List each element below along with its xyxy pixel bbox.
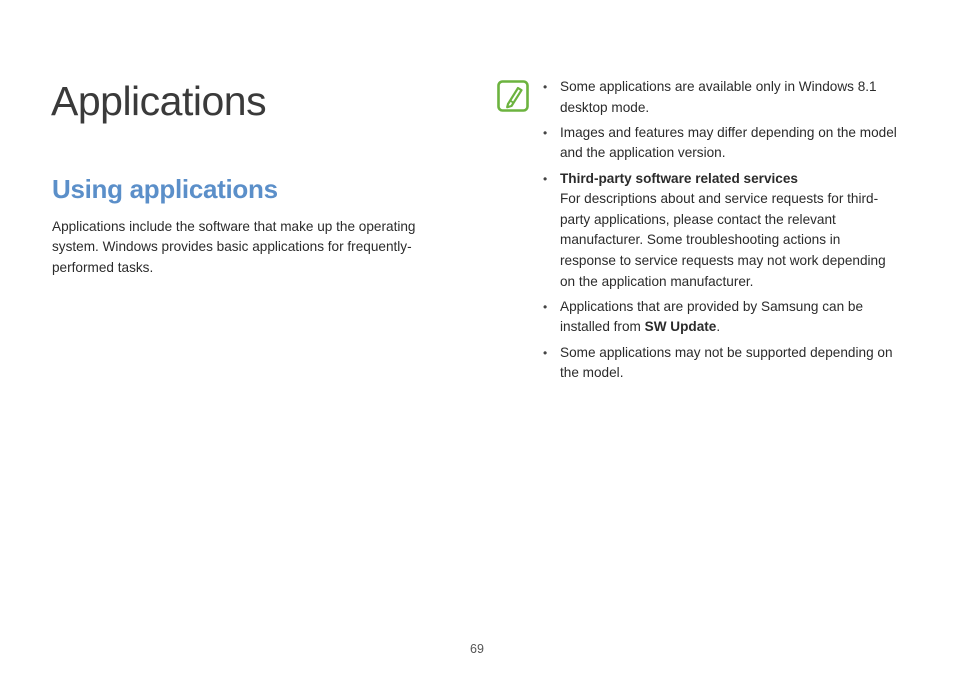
- note-text: Some applications may not be supported depending on the model.: [560, 344, 893, 381]
- bullet-icon: •: [543, 171, 548, 186]
- note-heading: Third-party software related services: [560, 170, 798, 186]
- note-text: Images and features may differ depending on the model and the application version.: [560, 124, 897, 161]
- bullet-icon: •: [543, 80, 548, 94]
- bullet-icon: •: [543, 125, 548, 140]
- note-item: [540, 297, 900, 338]
- bullet-icon: •: [543, 345, 548, 360]
- section-intro: Applications include the software that make up the operating system. Windows provides basic applications for frequently-performed tasks.: [52, 219, 416, 275]
- sw-update-label: SW Update: [644, 319, 717, 335]
- note-pencil-icon: [497, 80, 529, 112]
- section-title: Using applications: [52, 174, 278, 204]
- notes-list: [540, 77, 900, 388]
- note-text: For descriptions about and service requests for third-party applications, please contact the relevant manufacturer. Some troubleshooting actions in response to service requests may not work depending on the application manufacturer.: [560, 191, 886, 289]
- note-item: [540, 343, 900, 384]
- note-text: Applications that are provided by Samsung can be installed from: [560, 298, 864, 335]
- page-number: 69: [470, 642, 484, 656]
- note-item: [540, 123, 900, 164]
- note-item: [540, 77, 900, 118]
- note-item: [540, 169, 900, 293]
- note-text: Some applications are available only in Windows 8.1 desktop mode.: [560, 79, 877, 115]
- bullet-icon: •: [543, 299, 548, 314]
- note-text-end: .: [716, 319, 721, 335]
- page-title: Applications: [51, 78, 267, 124]
